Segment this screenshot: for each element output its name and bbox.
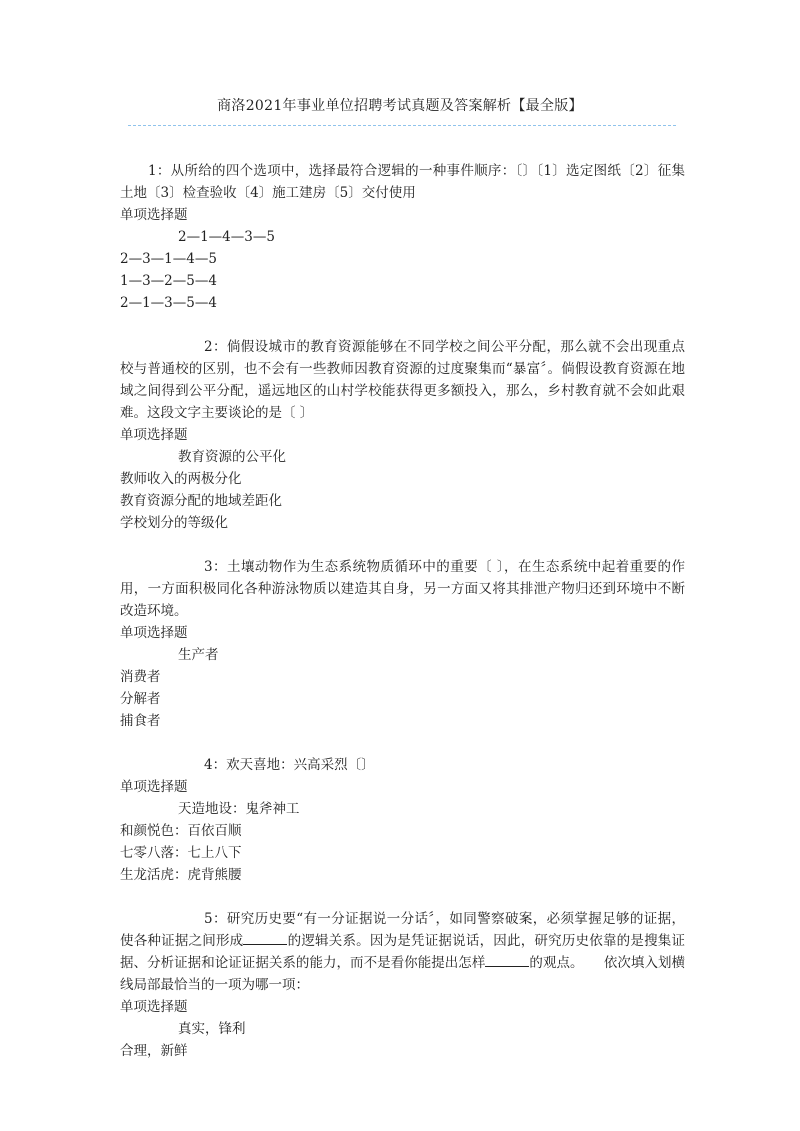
question-stem: 4：欢天喜地：兴高采烈〔〕 xyxy=(204,757,375,773)
option-d[interactable]: 生龙活虎：虎背熊腰 xyxy=(120,867,242,883)
option-b[interactable]: 消费者 xyxy=(120,669,161,685)
stem-text-part-3: 的观点。 依次填入划横线局部最恰当的一项为哪一项： xyxy=(120,955,686,993)
document-title: 商洛2021年事业单位招聘考试真题及答案解析【最全版】 xyxy=(217,98,583,114)
stem-text-part-1: 5：研究历史要“有一分证据说一分话〞，如同警察破案，必须掌握足够的证据，使各种证据之间形成 xyxy=(120,911,685,949)
question-stem xyxy=(120,908,685,996)
option-a[interactable]: 2—1—4—3—5 xyxy=(178,229,275,245)
question-stem: 2：倘假设城市的教育资源能够在不同学校之间公平分配，那么就不会出现重点校与普通校的区别，也不会有一些教师因教育资源的过度聚集而“暴富〞。倘假设教育资源在地域之间得到公平分配，遥远地区的山村学校能获得更多额投入，那么，乡村教育就不会如此艰难。这段文字主要谈论的是〔 〕 xyxy=(120,339,685,421)
answer-blank-2 xyxy=(485,952,529,967)
option-b[interactable]: 合理，新鲜 xyxy=(120,1043,188,1059)
question-stem: 3：土壤动物作为生态系统物质循环中的重要〔 〕，在生态系统中起着重要的作用，一方面积极同化各种游泳物质以建造其自身，另一方面又将其排泄产物归还到环境中不断改造环境。 xyxy=(120,559,685,619)
option-b[interactable]: 2—3—1—4—5 xyxy=(120,251,217,267)
question-1 xyxy=(120,160,685,314)
option-c[interactable]: 1—3—2—5—4 xyxy=(120,273,217,289)
option-c[interactable]: 教育资源分配的地域差距化 xyxy=(120,493,282,509)
question-type: 单项选择题 xyxy=(120,427,188,443)
option-c[interactable]: 分解者 xyxy=(120,691,161,707)
option-b[interactable]: 教师收入的两极分化 xyxy=(120,471,242,487)
option-b[interactable]: 和颜悦色：百依百顺 xyxy=(120,823,242,839)
question-type: 单项选择题 xyxy=(120,207,188,223)
stem-text-part-2: 的逻辑关系。因为是凭证据说话，因此，研究历史依靠的是搜集证据、分析证据和论证证据关系的能力，而不是看你能提出怎样 xyxy=(120,933,686,971)
title-divider xyxy=(128,125,676,126)
question-2 xyxy=(120,336,685,534)
question-type: 单项选择题 xyxy=(120,625,188,641)
option-d[interactable]: 2—1—3—5—4 xyxy=(120,295,217,311)
question-list xyxy=(120,160,685,1084)
question-3 xyxy=(120,556,685,732)
question-type: 单项选择题 xyxy=(120,779,188,795)
question-type: 单项选择题 xyxy=(120,999,188,1015)
option-a[interactable]: 生产者 xyxy=(178,647,219,663)
option-d[interactable]: 学校划分的等级化 xyxy=(120,515,228,531)
option-d[interactable]: 捕食者 xyxy=(120,713,161,729)
option-c[interactable]: 七零八落：七上八下 xyxy=(120,845,242,861)
question-5 xyxy=(120,908,685,1062)
option-a[interactable]: 教育资源的公平化 xyxy=(178,449,286,465)
question-stem: 1：从所给的四个选项中，选择最符合逻辑的一种事件顺序：〔〕〔1〕选定图纸〔2〕征集土地〔3〕检查验收〔4〕施工建房〔5〕交付使用 xyxy=(120,163,685,201)
question-4 xyxy=(120,754,685,886)
option-a[interactable]: 真实，锋利 xyxy=(178,1021,246,1037)
option-a[interactable]: 天造地设：鬼斧神工 xyxy=(178,801,300,817)
answer-blank-1 xyxy=(243,930,287,945)
